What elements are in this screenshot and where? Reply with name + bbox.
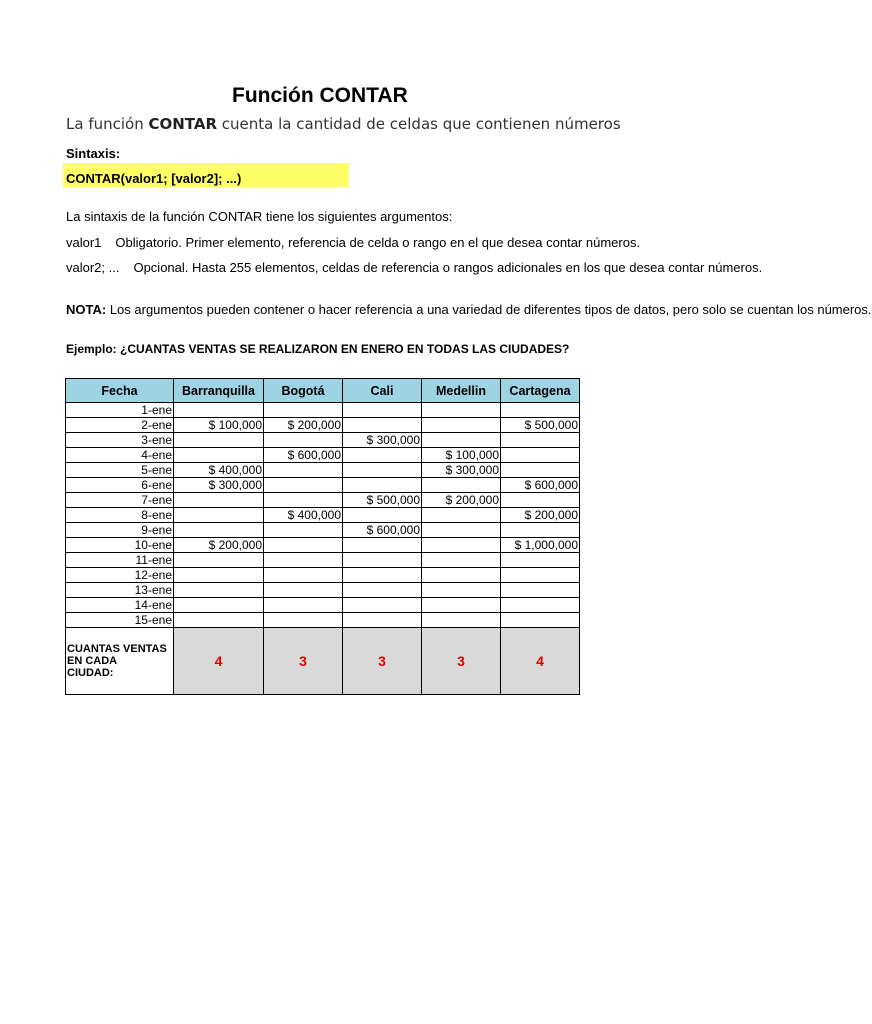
date-cell[interactable]: 13-ene bbox=[66, 583, 174, 598]
table-row bbox=[66, 583, 580, 598]
arg2-desc: Opcional. Hasta 255 elementos, celdas de referencia o rangos adicionales en los que desea contar números. bbox=[133, 260, 763, 275]
sales-cell[interactable] bbox=[501, 493, 580, 508]
table-row bbox=[66, 523, 580, 538]
sales-cell[interactable] bbox=[264, 463, 343, 478]
date-cell[interactable]: 8-ene bbox=[66, 508, 174, 523]
sales-cell[interactable]: $ 300,000 bbox=[174, 478, 264, 493]
sales-cell[interactable]: $ 600,000 bbox=[264, 448, 343, 463]
date-cell[interactable]: 5-ene bbox=[66, 463, 174, 478]
arg2-line bbox=[66, 260, 763, 275]
date-cell[interactable]: 11-ene bbox=[66, 553, 174, 568]
table-row bbox=[66, 598, 580, 613]
sales-cell[interactable] bbox=[501, 568, 580, 583]
sales-cell[interactable] bbox=[343, 448, 422, 463]
sales-cell[interactable] bbox=[264, 583, 343, 598]
note-label: NOTA: bbox=[66, 302, 107, 317]
sales-cell[interactable] bbox=[264, 553, 343, 568]
header-cell[interactable]: Bogotá bbox=[264, 379, 343, 403]
date-cell[interactable]: 4-ene bbox=[66, 448, 174, 463]
table-row bbox=[66, 478, 580, 493]
sales-cell[interactable] bbox=[264, 403, 343, 418]
date-cell[interactable]: 6-ene bbox=[66, 478, 174, 493]
date-cell[interactable]: 10-ene bbox=[66, 538, 174, 553]
totals-label[interactable] bbox=[66, 628, 174, 695]
sales-cell[interactable]: $ 500,000 bbox=[501, 418, 580, 433]
date-cell[interactable]: 12-ene bbox=[66, 568, 174, 583]
sales-cell[interactable] bbox=[501, 448, 580, 463]
arg1-line bbox=[66, 235, 678, 250]
totals-row bbox=[66, 628, 580, 695]
sales-cell[interactable]: $ 600,000 bbox=[501, 478, 580, 493]
sales-cell[interactable]: $ 200,000 bbox=[264, 418, 343, 433]
sales-cell[interactable] bbox=[501, 613, 580, 628]
sales-cell[interactable] bbox=[343, 598, 422, 613]
sales-cell[interactable] bbox=[501, 463, 580, 478]
table-header-row bbox=[66, 379, 580, 403]
sales-cell[interactable] bbox=[264, 568, 343, 583]
sales-cell[interactable] bbox=[501, 598, 580, 613]
sales-cell[interactable] bbox=[422, 553, 501, 568]
sales-cell[interactable]: $ 500,000 bbox=[343, 493, 422, 508]
sales-cell[interactable] bbox=[174, 523, 264, 538]
table-row bbox=[66, 613, 580, 628]
sales-cell[interactable]: $ 200,000 bbox=[422, 493, 501, 508]
sales-table bbox=[65, 378, 580, 695]
table-row bbox=[66, 508, 580, 523]
subtitle-bold: CONTAR bbox=[148, 115, 218, 133]
count-cell[interactable]: 4 bbox=[174, 628, 264, 695]
count-cell[interactable]: 4 bbox=[501, 628, 580, 695]
sales-cell[interactable] bbox=[174, 583, 264, 598]
sales-cell[interactable]: $ 400,000 bbox=[264, 508, 343, 523]
sales-cell[interactable] bbox=[343, 508, 422, 523]
sales-cell[interactable] bbox=[174, 553, 264, 568]
count-cell[interactable]: 3 bbox=[264, 628, 343, 695]
table-body bbox=[66, 403, 580, 628]
sales-cell[interactable] bbox=[343, 403, 422, 418]
sales-cell[interactable]: $ 100,000 bbox=[422, 448, 501, 463]
sales-cell[interactable] bbox=[174, 613, 264, 628]
sales-cell[interactable] bbox=[422, 478, 501, 493]
date-cell[interactable]: 1-ene bbox=[66, 403, 174, 418]
sales-cell[interactable] bbox=[264, 493, 343, 508]
sales-cell[interactable]: $ 300,000 bbox=[343, 433, 422, 448]
header-cell[interactable]: Cartagena bbox=[501, 379, 580, 403]
sales-cell[interactable] bbox=[343, 553, 422, 568]
sales-cell[interactable] bbox=[343, 463, 422, 478]
syntax-code: CONTAR(valor1; [valor2]; ...) bbox=[66, 171, 242, 186]
table-row bbox=[66, 448, 580, 463]
sales-cell[interactable] bbox=[174, 403, 264, 418]
sales-cell[interactable]: $ 300,000 bbox=[422, 463, 501, 478]
sales-cell[interactable] bbox=[264, 478, 343, 493]
header-cell[interactable]: Fecha bbox=[66, 379, 174, 403]
sales-cell[interactable] bbox=[264, 433, 343, 448]
sales-cell[interactable]: $ 100,000 bbox=[174, 418, 264, 433]
date-cell[interactable]: 9-ene bbox=[66, 523, 174, 538]
sales-cell[interactable] bbox=[264, 613, 343, 628]
sales-cell[interactable] bbox=[343, 418, 422, 433]
table-row bbox=[66, 538, 580, 553]
sales-cell[interactable] bbox=[422, 583, 501, 598]
sales-cell[interactable] bbox=[174, 493, 264, 508]
sales-cell[interactable] bbox=[174, 568, 264, 583]
date-cell[interactable]: 7-ene bbox=[66, 493, 174, 508]
table-row bbox=[66, 493, 580, 508]
sales-cell[interactable] bbox=[343, 478, 422, 493]
sales-cell[interactable] bbox=[174, 598, 264, 613]
sales-cell[interactable]: $ 200,000 bbox=[174, 538, 264, 553]
sales-cell[interactable] bbox=[174, 508, 264, 523]
date-cell[interactable]: 15-ene bbox=[66, 613, 174, 628]
table-row bbox=[66, 418, 580, 433]
date-cell[interactable]: 14-ene bbox=[66, 598, 174, 613]
sales-cell[interactable] bbox=[343, 583, 422, 598]
sales-cell[interactable] bbox=[264, 523, 343, 538]
sales-cell[interactable] bbox=[343, 568, 422, 583]
sales-cell[interactable] bbox=[501, 553, 580, 568]
sales-cell[interactable]: $ 1,000,000 bbox=[501, 538, 580, 553]
sales-cell[interactable] bbox=[501, 523, 580, 538]
sales-cell[interactable] bbox=[264, 598, 343, 613]
page-title: Función CONTAR bbox=[232, 84, 408, 107]
table-row bbox=[66, 403, 580, 418]
sales-cell[interactable] bbox=[422, 568, 501, 583]
table-row bbox=[66, 463, 580, 478]
sales-cell[interactable]: $ 600,000 bbox=[343, 523, 422, 538]
page-subtitle bbox=[66, 115, 621, 133]
header-cell[interactable]: Medellin bbox=[422, 379, 501, 403]
sales-cell[interactable] bbox=[422, 523, 501, 538]
date-cell[interactable]: 2-ene bbox=[66, 418, 174, 433]
totals-label-line: EN CADA bbox=[67, 655, 118, 667]
note-text: Los argumentos pueden contener o hacer referencia a una variedad de diferentes tipos de datos, pero solo se cuentan los números. bbox=[106, 302, 872, 317]
date-cell[interactable]: 3-ene bbox=[66, 433, 174, 448]
sales-cell[interactable] bbox=[422, 538, 501, 553]
note-line bbox=[66, 302, 872, 317]
sales-cell[interactable] bbox=[501, 433, 580, 448]
example-question: Ejemplo: ¿CUANTAS VENTAS SE REALIZARON EN ENERO EN TODAS LAS CIUDADES? bbox=[66, 342, 570, 356]
header-cell[interactable]: Barranquilla bbox=[174, 379, 264, 403]
sales-cell[interactable] bbox=[422, 403, 501, 418]
sales-cell[interactable] bbox=[174, 433, 264, 448]
count-cell[interactable]: 3 bbox=[422, 628, 501, 695]
syntax-label: Sintaxis: bbox=[66, 146, 121, 161]
sales-cell[interactable] bbox=[343, 613, 422, 628]
sales-cell[interactable] bbox=[422, 613, 501, 628]
sales-cell[interactable] bbox=[422, 418, 501, 433]
arg1-desc: Obligatorio. Primer elemento, referencia de celda o rango en el que desea contar números. bbox=[115, 235, 641, 250]
sales-cell[interactable] bbox=[174, 448, 264, 463]
table-row bbox=[66, 553, 580, 568]
args-intro: La sintaxis de la función CONTAR tiene los siguientes argumentos: bbox=[66, 209, 453, 224]
sales-cell[interactable]: $ 200,000 bbox=[501, 508, 580, 523]
totals-label-line: CUANTAS VENTAS bbox=[67, 643, 167, 655]
sales-cell[interactable] bbox=[422, 433, 501, 448]
sales-cell[interactable] bbox=[501, 403, 580, 418]
table-row bbox=[66, 433, 580, 448]
arg1-name: valor1 bbox=[66, 235, 102, 250]
subtitle-suffix: cuenta la cantidad de celdas que contienen números bbox=[217, 115, 621, 133]
count-cell[interactable]: 3 bbox=[343, 628, 422, 695]
subtitle-prefix: La función bbox=[66, 115, 149, 133]
sales-cell[interactable] bbox=[264, 538, 343, 553]
header-cell[interactable]: Cali bbox=[343, 379, 422, 403]
sales-cell[interactable] bbox=[501, 583, 580, 598]
sales-cell[interactable]: $ 400,000 bbox=[174, 463, 264, 478]
sales-cell[interactable] bbox=[422, 598, 501, 613]
totals-label-line: CIUDAD: bbox=[67, 667, 114, 679]
sales-cell[interactable] bbox=[343, 538, 422, 553]
arg2-name: valor2; ... bbox=[66, 260, 120, 275]
table-row bbox=[66, 568, 580, 583]
sales-cell[interactable] bbox=[422, 508, 501, 523]
